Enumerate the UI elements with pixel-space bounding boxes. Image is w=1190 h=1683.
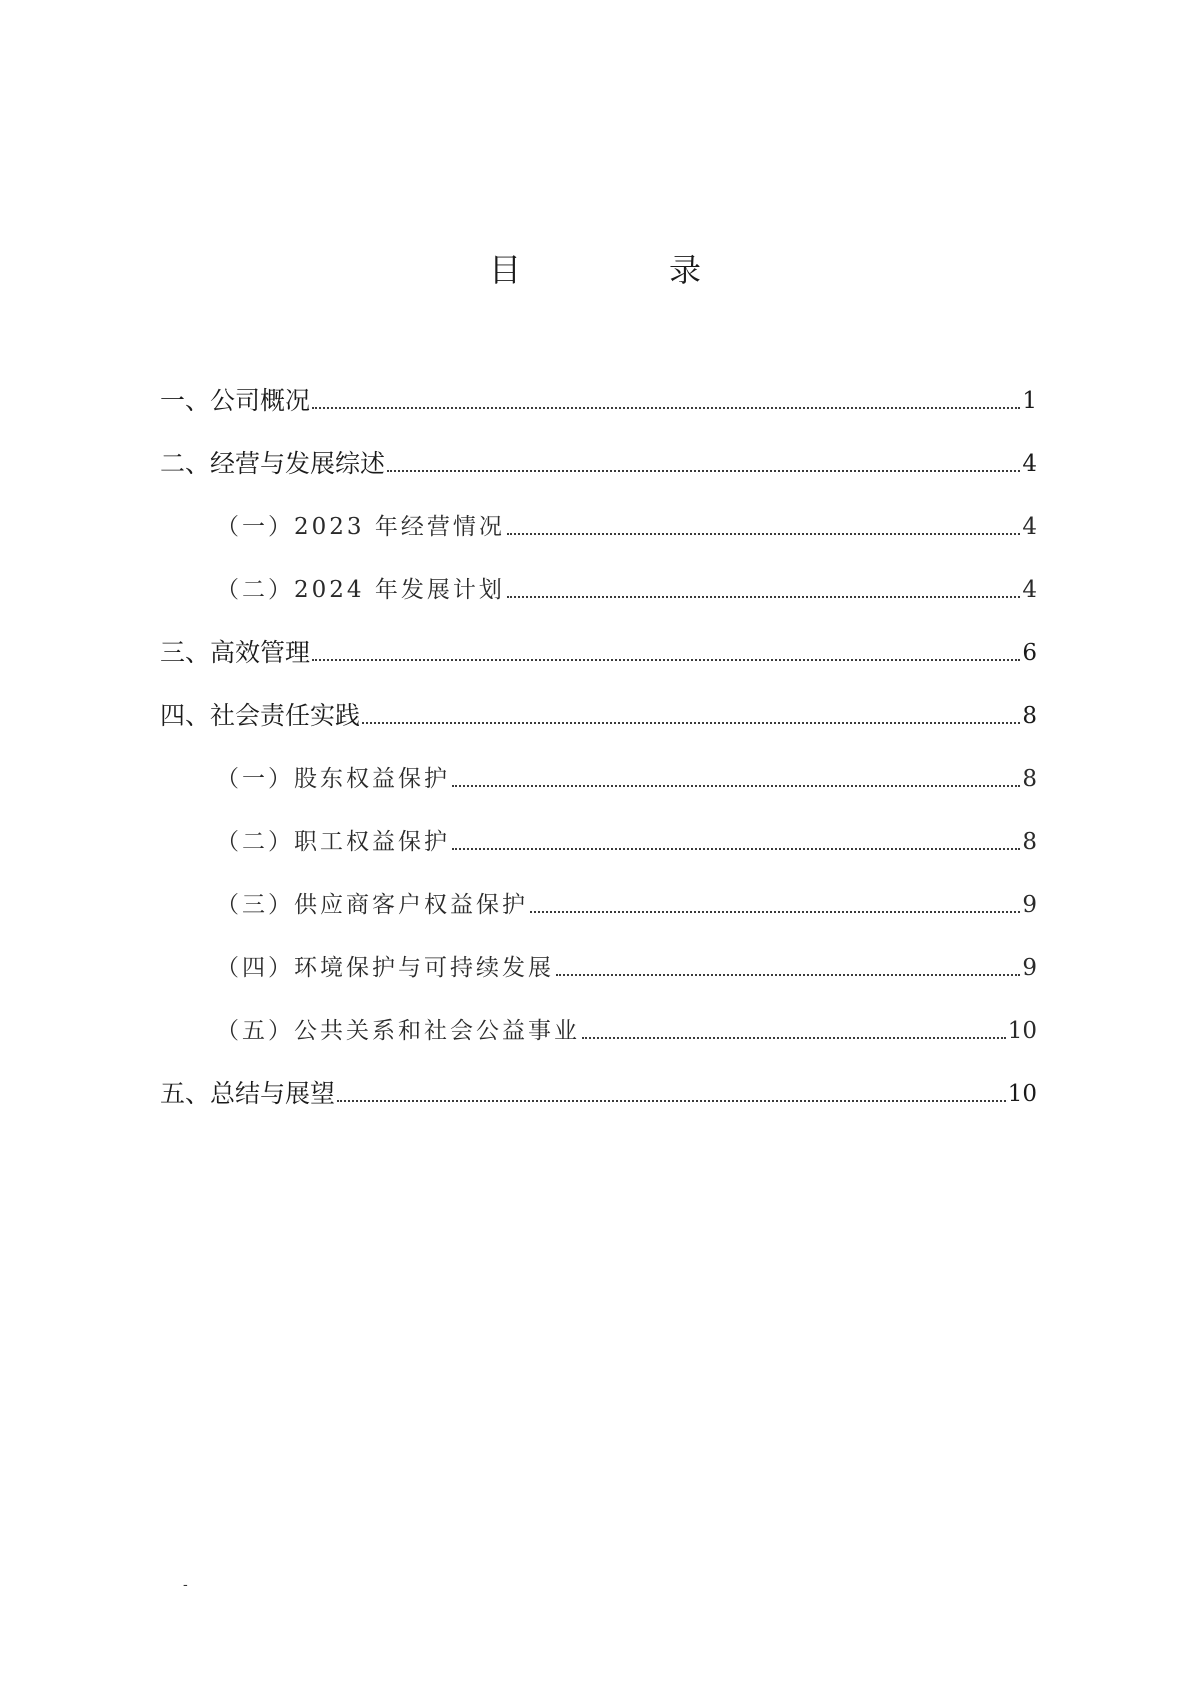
toc-page-number: 10 — [1007, 1081, 1037, 1107]
toc-page-number: 4 — [1022, 514, 1037, 540]
page-footer-mark: - — [183, 1577, 188, 1593]
toc-leader-dots — [507, 533, 1021, 535]
toc-page-number: 10 — [1007, 1018, 1037, 1044]
toc-entry-supplier-customer-rights[interactable] — [160, 859, 1037, 922]
toc-page-number: 4 — [1022, 577, 1037, 603]
toc-page-number: 6 — [1022, 640, 1037, 666]
toc-leader-dots — [452, 848, 1020, 850]
toc-entry-label: （二）2024 年发展计划 — [216, 577, 505, 603]
toc-entry-label: 三、高效管理 — [160, 638, 311, 667]
toc-page-number: 1 — [1022, 388, 1037, 414]
toc-page-number: 8 — [1022, 829, 1037, 855]
toc-entry-label: 二、经营与发展综述 — [160, 449, 386, 478]
toc-leader-dots — [530, 911, 1020, 913]
toc-leader-dots — [507, 596, 1021, 598]
toc-page-number: 9 — [1022, 955, 1037, 981]
table-of-contents — [160, 355, 1037, 1111]
toc-entry-efficient-management[interactable] — [160, 607, 1037, 670]
toc-entry-label: 五、总结与展望 — [160, 1079, 336, 1108]
toc-entry-2023-operations[interactable] — [160, 481, 1037, 544]
toc-leader-dots — [387, 470, 1020, 472]
toc-entry-label: （一）2023 年经营情况 — [216, 514, 505, 540]
toc-entry-employee-rights[interactable] — [160, 796, 1037, 859]
toc-leader-dots — [312, 407, 1020, 409]
toc-entry-summary-outlook[interactable] — [160, 1048, 1037, 1111]
toc-entry-company-overview[interactable] — [160, 355, 1037, 418]
toc-leader-dots — [312, 659, 1020, 661]
toc-leader-dots — [452, 785, 1020, 787]
toc-entry-label: 一、公司概况 — [160, 386, 311, 415]
toc-page-number: 4 — [1022, 451, 1037, 477]
toc-entry-public-welfare[interactable] — [160, 985, 1037, 1048]
toc-entry-label: 四、社会责任实践 — [160, 701, 361, 730]
toc-entry-label: （四）环境保护与可持续发展 — [216, 955, 554, 981]
toc-entry-operations-review[interactable] — [160, 418, 1037, 481]
toc-page-number: 8 — [1022, 703, 1037, 729]
toc-page-number: 9 — [1022, 892, 1037, 918]
toc-entry-shareholder-rights[interactable] — [160, 733, 1037, 796]
toc-entry-label: （一）股东权益保护 — [216, 766, 450, 792]
toc-entry-label: （二）职工权益保护 — [216, 829, 450, 855]
toc-entry-social-responsibility[interactable] — [160, 670, 1037, 733]
toc-entry-label: （三）供应商客户权益保护 — [216, 892, 528, 918]
toc-title: 目 录 — [488, 251, 759, 289]
toc-entry-2024-plan[interactable] — [160, 544, 1037, 607]
toc-leader-dots — [337, 1100, 1006, 1102]
toc-page-number: 8 — [1022, 766, 1037, 792]
toc-entry-label: （五）公共关系和社会公益事业 — [216, 1018, 580, 1044]
toc-leader-dots — [362, 722, 1020, 724]
toc-leader-dots — [556, 974, 1020, 976]
toc-leader-dots — [582, 1037, 1006, 1039]
toc-entry-environment-sustainability[interactable] — [160, 922, 1037, 985]
